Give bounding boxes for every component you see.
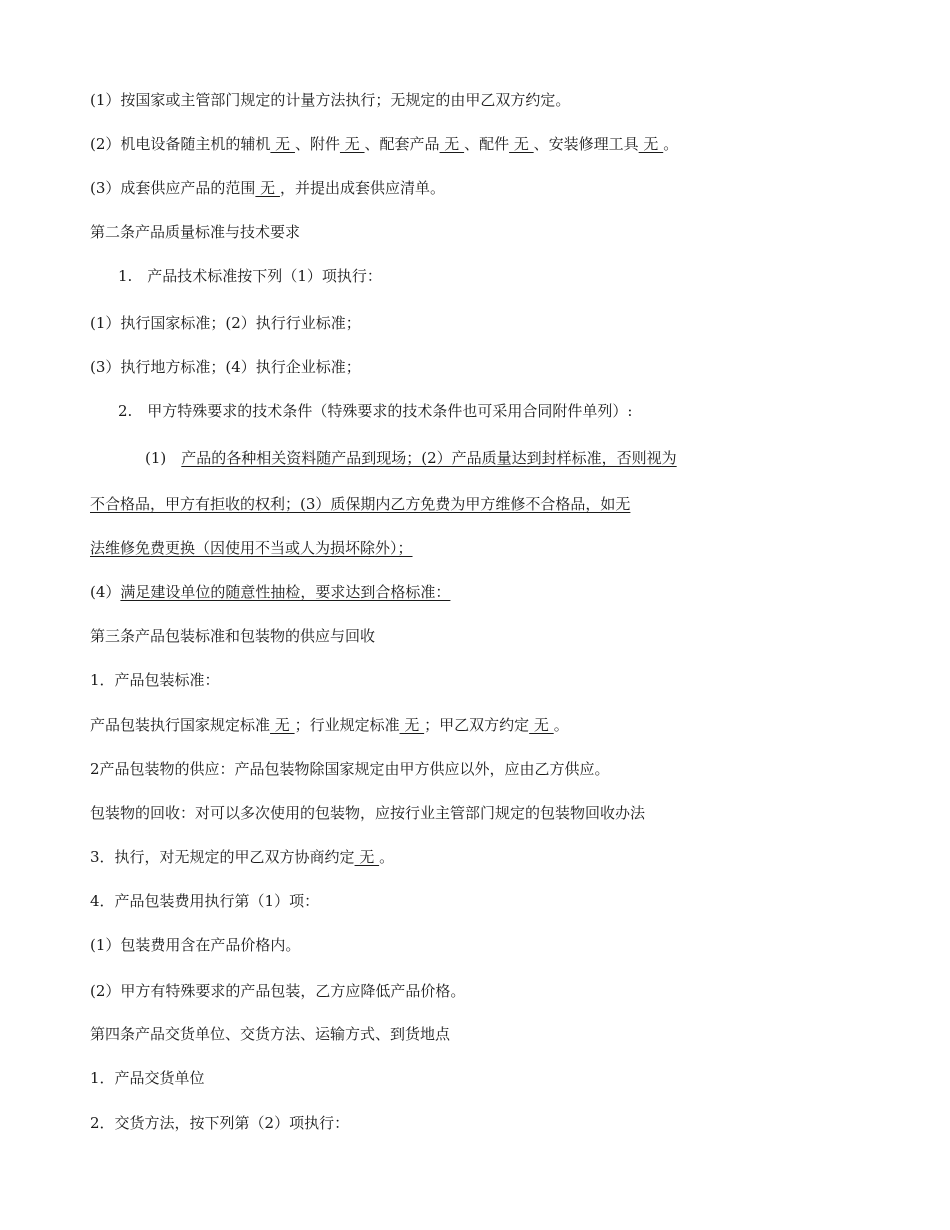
delivery-unit-item: [90, 1068, 205, 1088]
standard-options-line-2: (3）执行地方标准；(4）执行企业标准；: [90, 358, 361, 376]
packaging-cost-option-2: (2）甲方有特殊要求的产品包装，乙方应降低产品价格。: [90, 982, 466, 1000]
packaging-cost-item: 4．产品包装费用执行第（1）项：: [90, 892, 320, 910]
underlined-requirement: 产品的各种相关资料随产品到现场；(2）产品质量达到封样标准，否则视为: [181, 449, 677, 467]
packaging-recovery-clause: 包装物的回收：对可以多次使用的包装物，应按行业主管部门规定的包装物回收办法: [90, 804, 646, 822]
fill-in-blank: 无: [399, 716, 425, 734]
clause-text: 。: [379, 848, 395, 866]
clause-text: (2）机电设备随主机的辅机: [90, 135, 271, 153]
special-requirements-item: 2. 甲方特殊要求的技术条件（特殊要求的技术条件也可采用合同附件单列）:: [118, 402, 633, 420]
clause-text: 、附件: [294, 135, 340, 153]
packaging-recovery-execution: [90, 847, 394, 867]
clause-text: 、配套产品: [364, 135, 440, 153]
clause-text: 产品包装执行国家规定标准: [90, 716, 271, 734]
clause-text: (1): [145, 449, 167, 467]
clause-text: 1．产品交货单位: [90, 1069, 205, 1087]
technical-standard-item: 1. 产品技术标准按下列（1）项执行：: [118, 267, 382, 285]
fill-in-blank: 无: [255, 179, 280, 197]
fill-in-blank: 无: [439, 135, 465, 153]
clause-text: ；行业规定标准: [294, 716, 400, 734]
article-4-heading: 第四条产品交货单位、交货方法、运输方式、到货地点: [90, 1025, 451, 1043]
article-2-heading: 第二条产品质量标准与技术要求: [90, 223, 301, 241]
fill-in-blank: 无: [354, 848, 380, 866]
underlined-requirement: 满足建设单位的随意性抽检，要求达到合格标准：: [120, 583, 451, 601]
complete-set-supply-clause: [90, 178, 445, 198]
clause-text: 3．执行，对无规定的甲乙双方协商约定: [90, 848, 355, 866]
fill-in-blank: 无: [339, 135, 365, 153]
special-requirement-continuation: 不合格品，甲方有拒收的权利；(3）质保期内乙方免费为甲方维修不合格品，如无: [90, 495, 631, 513]
clause-text: (3）成套供应产品的范围: [90, 179, 256, 197]
clause-text: (4）: [90, 583, 121, 601]
fill-in-blank: 无: [270, 135, 295, 153]
clause-text: 。: [553, 716, 569, 734]
clause-text: 、安装修理工具: [533, 135, 639, 153]
special-requirement-continuation: 法维修免费更换（因使用不当或人为损坏除外）；: [90, 539, 413, 557]
clause-text: ，并提出成套供应清单。: [279, 179, 445, 197]
packaging-standard-item: 1．产品包装标准：: [90, 671, 220, 689]
clause-text: 。: [663, 135, 679, 153]
delivery-method-item: 2．交货方法，按下列第（2）项执行：: [90, 1114, 350, 1132]
fill-in-blank: 无: [270, 716, 295, 734]
packaging-standard-clause: [90, 715, 569, 735]
fill-in-blank: 无: [529, 716, 554, 734]
fill-in-blank: 无: [638, 135, 664, 153]
packaging-cost-option-1: (1）包装费用含在产品价格内。: [90, 936, 301, 954]
standard-options-line-1: (1）执行国家标准；(2）执行行业标准；: [90, 314, 361, 332]
article-3-heading: 第三条产品包装标准和包装物的供应与回收: [90, 627, 376, 645]
fill-in-blank: 无: [509, 135, 534, 153]
special-requirement-4: [90, 582, 450, 602]
equipment-accessories-clause: [90, 134, 678, 154]
special-requirement-1-2: [145, 448, 677, 468]
measurement-method-clause: (1）按国家或主管部门规定的计量方法执行；无规定的由甲乙双方约定。: [90, 91, 571, 109]
clause-text: 、配件: [464, 135, 510, 153]
packaging-supply-clause: 2产品包装物的供应：产品包装物除国家规定由甲方供应以外，应由乙方供应。: [90, 760, 610, 778]
clause-text: ；甲乙双方约定: [424, 716, 530, 734]
